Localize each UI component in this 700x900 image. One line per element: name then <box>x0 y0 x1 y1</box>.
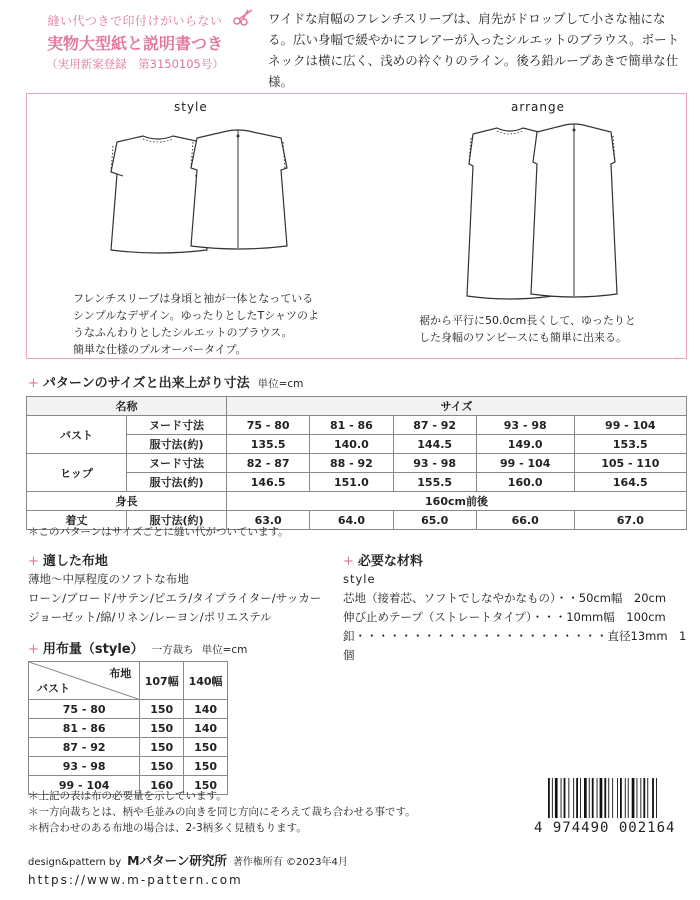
table-cell: 150 <box>184 738 228 757</box>
finished-label: 服寸法(約) <box>127 473 227 492</box>
credit-line <box>28 851 348 869</box>
style-description <box>73 290 319 358</box>
arrange-label: arrange <box>511 100 565 114</box>
material-item: 釦・・・・・・・・・・・・・・・・・・・・・・直径13mm 1 個 <box>343 629 687 662</box>
table-cell: 164.5 <box>574 473 686 492</box>
barcode-bar <box>637 778 638 818</box>
table-cell: 93 - 98 <box>29 757 140 776</box>
table-cell: 150 <box>184 757 228 776</box>
fabric-title-text: 適した布地 <box>42 554 108 569</box>
website-url: https://www.m-pattern.com <box>28 873 243 887</box>
corner-bottom: バスト <box>37 682 70 695</box>
materials-list <box>343 570 700 665</box>
style-desc-line: シンプルなデザイン。ゆったりとしたTシャツのよ <box>73 309 320 322</box>
barcode-bar <box>632 778 635 818</box>
barcode-bar <box>640 778 641 818</box>
header-line1: 縫い代つきで印付けがいらない <box>47 14 223 28</box>
size-title-text: パターンのサイズと出来上がり寸法 <box>42 376 250 391</box>
style-desc-line: フレンチスリーブは身頃と袖が一体となっている <box>73 292 314 305</box>
length-label: 着丈 <box>27 511 127 530</box>
barcode-bar <box>561 778 562 818</box>
table-cell: 93 - 98 <box>476 416 574 435</box>
blouse-back-illustration <box>183 126 293 261</box>
header-name: 名称 <box>27 397 227 416</box>
table-cell: 87 - 92 <box>393 416 476 435</box>
table-cell: 65.0 <box>393 511 476 530</box>
barcode-bar <box>647 778 648 818</box>
barcode-bar <box>604 778 606 818</box>
table-cell: 160.0 <box>476 473 574 492</box>
barcode-bar <box>608 778 609 818</box>
height-label: 身長 <box>27 492 227 511</box>
table-cell: 105 - 110 <box>574 454 686 473</box>
barcode-bar <box>620 778 622 818</box>
barcode-bar <box>580 778 581 818</box>
barcode-bar <box>573 778 574 818</box>
yardage-unit: 単位=cm <box>201 644 248 656</box>
header-badge <box>20 12 250 72</box>
table-cell: 93 - 98 <box>393 454 476 473</box>
table-cell: 150 <box>140 738 184 757</box>
table-cell: 150 <box>140 757 184 776</box>
table-cell: 160 <box>140 776 184 795</box>
table-cell: 150 <box>184 776 228 795</box>
barcode-bar <box>656 778 657 818</box>
header-line3: （実用新案登録 第3150105号） <box>46 57 224 71</box>
fabric-line: ローン/ブロード/サテン/ピエラ/タイプライター/サッカー <box>28 591 322 605</box>
col-header: 107幅 <box>140 662 184 700</box>
barcode-bar <box>589 778 590 818</box>
table-cell: 75 - 80 <box>227 416 310 435</box>
dress-back-illustration <box>527 120 622 302</box>
barcode-bar <box>612 778 613 818</box>
finished-label: 服寸法(約) <box>127 511 227 530</box>
plus-icon: + <box>343 554 354 569</box>
fabric-line: ジョーゼット/綿/リネン/レーヨン/ポリエステル <box>28 610 272 624</box>
nude-label: ヌード寸法 <box>127 416 227 435</box>
copyright: 著作権所有 ©2023年4月 <box>232 857 348 868</box>
table-cell: 99 - 104 <box>574 416 686 435</box>
fabric-list <box>28 570 321 627</box>
plus-icon: + <box>28 554 39 569</box>
barcode-bar <box>652 778 654 818</box>
size-note: ＊このパターンはサイズごとに縫い代がついています。 <box>28 526 289 538</box>
barcode-bar <box>568 778 569 818</box>
barcode-bar <box>597 778 598 818</box>
table-cell: 64.0 <box>310 511 393 530</box>
table-cell: 99 - 104 <box>476 454 574 473</box>
arrange-description <box>419 312 636 346</box>
table-cell: 75 - 80 <box>29 700 140 719</box>
plus-icon: + <box>28 376 39 391</box>
table-cell: 146.5 <box>227 473 310 492</box>
barcode-bar <box>576 778 578 818</box>
bust-label: バスト <box>27 416 127 454</box>
corner-top: 布地 <box>109 667 132 680</box>
table-cell: 140 <box>184 700 228 719</box>
table-cell: 81 - 86 <box>29 719 140 738</box>
barcode-bar <box>592 778 594 818</box>
yardage-note: ＊一方向裁ちとは、柄や毛並みの向きを同じ方向にそろえて裁ち合わせる事です。 <box>28 806 416 818</box>
table-cell: 135.5 <box>227 435 310 454</box>
barcode-bar <box>564 778 566 818</box>
intro-text: ワイドな肩幅のフレンチスリーブは、肩先がドロップして小さな袖になる。広い身幅で緩やかにフレアーが入ったシルエットのブラウス。ボートネックは横に広く、浅めの衿ぐりのライン。後ろ鉛ループあきで簡単な仕様。 <box>268 11 680 89</box>
yardage-section-title <box>28 638 247 657</box>
table-cell: 63.0 <box>227 511 310 530</box>
barcode <box>548 778 686 818</box>
arrange-desc-line: 裾から平行に50.0cm長くして、ゆったりと <box>419 314 636 327</box>
table-cell: 144.5 <box>393 435 476 454</box>
barcode-bar <box>584 778 587 818</box>
style-desc-line: 簡単な仕様のプルオーバータイプ。 <box>73 343 247 356</box>
barcode-bar <box>625 778 626 818</box>
table-cell: 150 <box>140 700 184 719</box>
nude-label: ヌード寸法 <box>127 454 227 473</box>
materials-title-text: 必要な材料 <box>357 554 423 569</box>
size-unit: 単位=cm <box>257 378 304 390</box>
yardage-note: ＊柄合わせのある布地の場合は、2-3柄多く見積もります。 <box>28 822 307 834</box>
table-cell: 149.0 <box>476 435 574 454</box>
yardage-title-text: 用布量（style） <box>42 642 144 657</box>
materials-section-title <box>343 550 423 569</box>
material-item: 芯地（接着芯、ソフトでしなやかなもの）・・50cm幅 20cm <box>343 591 667 605</box>
table-cell: 87 - 92 <box>29 738 140 757</box>
table-cell: 99 - 104 <box>29 776 140 795</box>
yardage-note: ＊上記の表は布の必要量を示しています。 <box>28 790 227 802</box>
header-line2: 実物大型紙と説明書つき <box>46 34 223 53</box>
illustration-box <box>26 93 687 359</box>
brand-name: Mパターン研究所 <box>127 853 227 868</box>
table-cell: 82 - 87 <box>227 454 310 473</box>
barcode-bar <box>628 778 629 818</box>
table-cell: 81 - 86 <box>310 416 393 435</box>
materials-subtitle: style <box>343 572 376 586</box>
barcode-bar <box>548 778 550 818</box>
barcode-bar <box>643 778 645 818</box>
size-section-title <box>28 372 303 391</box>
fabric-line: 薄地〜中厚程度のソフトな布地 <box>28 572 189 586</box>
table-cell: 155.5 <box>393 473 476 492</box>
table-cell: 66.0 <box>476 511 574 530</box>
scissors-icon <box>232 8 254 26</box>
corner-cell <box>29 662 140 700</box>
col-header: 140幅 <box>184 662 228 700</box>
plus-icon: + <box>28 642 39 657</box>
fabric-section-title <box>28 550 108 569</box>
table-cell: 88 - 92 <box>310 454 393 473</box>
finished-label: 服寸法(約) <box>127 435 227 454</box>
table-cell: 67.0 <box>574 511 686 530</box>
material-item: 伸び止めテープ（ストレートタイプ）・・・10mm幅 100cm <box>343 610 666 624</box>
table-cell: 140.0 <box>310 435 393 454</box>
size-table <box>26 396 687 530</box>
table-cell: 153.5 <box>574 435 686 454</box>
hip-label: ヒップ <box>27 454 127 492</box>
barcode-bar <box>600 778 603 818</box>
barcode-bar <box>555 778 558 818</box>
header-size: サイズ <box>227 397 687 416</box>
style-label: style <box>174 100 208 114</box>
style-desc-line: うなふんわりとしたシルエットのブラウス。 <box>73 326 293 339</box>
barcode-bar <box>552 778 553 818</box>
yardage-cut: 一方裁ち <box>151 644 194 656</box>
table-cell: 151.0 <box>310 473 393 492</box>
credit-prefix: design&pattern by <box>28 857 122 868</box>
barcode-bar <box>617 778 618 818</box>
yardage-notes <box>28 788 416 836</box>
height-value: 160cm前後 <box>227 492 687 511</box>
yardage-table <box>28 661 228 795</box>
arrange-desc-line: した身幅のワンピースにも簡単に出来る。 <box>419 331 628 344</box>
barcode-number: 4 974490 002164 <box>534 820 676 836</box>
table-cell: 140 <box>184 719 228 738</box>
table-cell: 150 <box>140 719 184 738</box>
